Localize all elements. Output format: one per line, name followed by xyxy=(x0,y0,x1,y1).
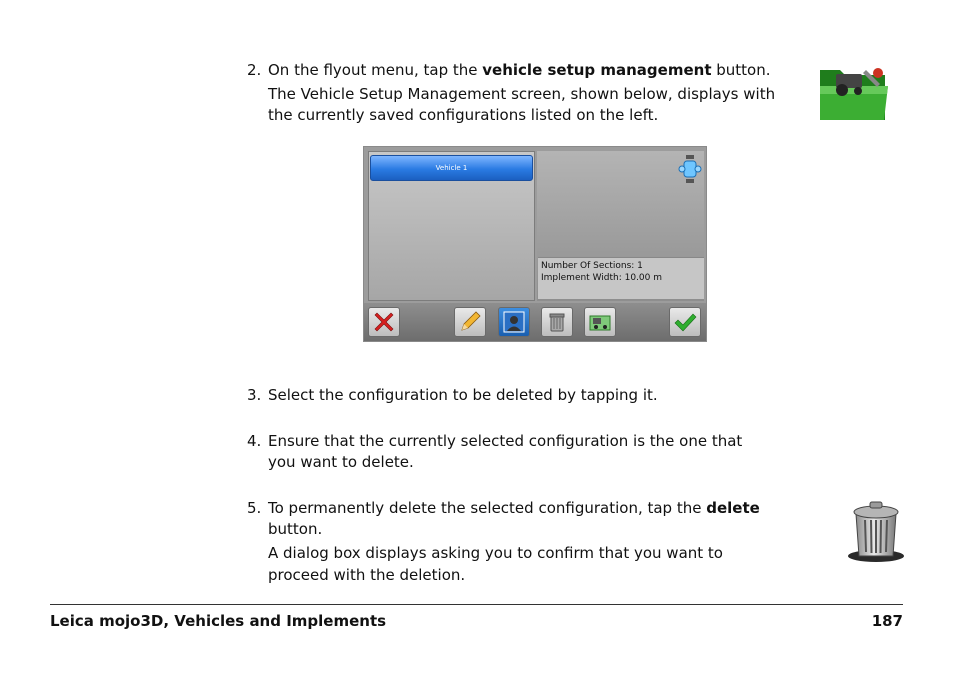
footer-divider xyxy=(50,604,903,605)
step-4-text: Ensure that the currently selected configuration is the one that xyxy=(268,432,743,450)
step-2-detail-line-2: the currently saved configurations listed on the left. xyxy=(268,106,659,124)
step-5 xyxy=(247,498,760,519)
step-4 xyxy=(247,431,742,452)
configuration-list xyxy=(368,151,535,301)
step-5-bold-term: delete xyxy=(706,499,760,517)
vehicle-setup-folder-icon xyxy=(818,64,890,126)
implement-width: Implement Width: 10.00 m xyxy=(541,273,663,283)
step-number: 2. xyxy=(247,61,262,79)
step-5-text: To permanently delete the selected configuration, tap the xyxy=(268,499,707,517)
page-number: 187 xyxy=(871,612,903,630)
step-5-text-line-2: button. xyxy=(268,520,323,538)
toolbar xyxy=(364,303,706,341)
delete-button[interactable] xyxy=(541,307,573,337)
trash-can-icon xyxy=(846,500,906,568)
step-2-detail-line-1: The Vehicle Setup Management screen, shown below, displays with xyxy=(268,85,776,103)
footer-title: Leica mojo3D, Vehicles and Implements xyxy=(50,612,387,630)
step-number: 5. xyxy=(247,499,262,517)
trash-can-small-icon xyxy=(545,310,569,334)
step-number: 3. xyxy=(247,386,262,404)
step-number: 4. xyxy=(247,432,262,450)
vehicle-list-item[interactable]: Vehicle 1 xyxy=(370,155,533,181)
step-3-text: Select the configuration to be deleted by tapping it. xyxy=(268,386,658,404)
step-4-text-line-2: you want to delete. xyxy=(268,453,414,471)
import-export-button[interactable] xyxy=(584,307,616,337)
step-3 xyxy=(247,385,658,406)
vehicle-transfer-icon xyxy=(588,310,612,334)
edit-button[interactable] xyxy=(454,307,486,337)
vehicle-setup-management-screenshot xyxy=(363,146,707,342)
cancel-x-icon xyxy=(372,310,396,334)
pencil-icon xyxy=(458,310,482,334)
operator-icon xyxy=(502,310,526,334)
checkmark-icon xyxy=(673,310,697,334)
receiver-icon xyxy=(678,153,702,185)
vehicle-profile-button[interactable] xyxy=(498,307,530,337)
configuration-info xyxy=(538,257,704,299)
step-5-detail-line-2: proceed with the deletion. xyxy=(268,566,466,584)
cancel-button[interactable] xyxy=(368,307,400,337)
step-2-bold-term: vehicle setup management xyxy=(482,61,712,79)
step-5-detail-line-1: A dialog box displays asking you to confirm that you want to xyxy=(268,544,723,562)
confirm-button[interactable] xyxy=(669,307,701,337)
step-2 xyxy=(247,60,771,81)
step-2-text: On the flyout menu, tap the xyxy=(268,61,483,79)
sections-count: Number Of Sections: 1 xyxy=(541,261,643,271)
step-2-text-end: button. xyxy=(711,61,771,79)
